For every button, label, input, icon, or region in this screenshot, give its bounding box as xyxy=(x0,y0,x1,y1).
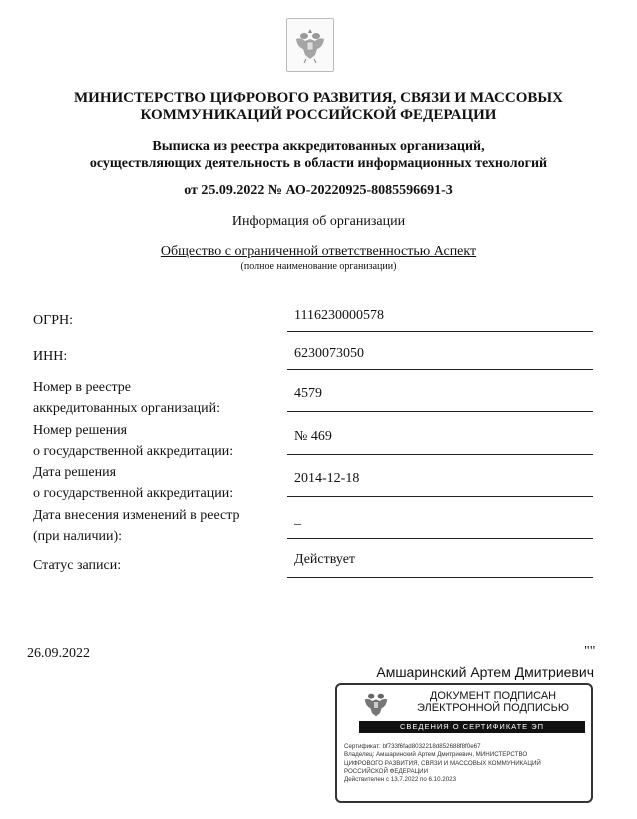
ministry-line-2: КОММУНИКАЦИЙ РОССИЙСКОЙ ФЕДЕРАЦИИ xyxy=(140,107,497,123)
ministry-name xyxy=(0,90,637,124)
certificate-validity: Действителен с 13.7.2022 по 6.10.2023 xyxy=(344,776,457,784)
field-label-status-text: Статус записи: xyxy=(33,558,122,573)
field-label-decision-date-line1: Дата решения xyxy=(33,465,117,480)
document-title xyxy=(0,138,637,172)
certificate-serial: Сертификат: bf733f6fad8032218d852688f8f0e67 xyxy=(344,743,481,750)
field-label-change-date xyxy=(33,505,240,547)
stamp-title-line-1: ДОКУМЕНТ ПОДПИСАН xyxy=(429,690,557,702)
stamp-eagle-icon xyxy=(361,689,391,721)
certificate-owner-line-1: Владелец: Амшаринский Артем Дмитриевич, МИНИСТЕРСТВО xyxy=(344,751,528,759)
certificate-owner-line-3: РОССИЙСКОЙ ФЕДЕРАЦИИ xyxy=(344,767,429,775)
field-label-decision-date-line2: о государственной аккредитации: xyxy=(33,486,234,501)
ministry-line-1: МИНИСТЕРСТВО ЦИФРОВОГО РАЗВИТИЯ, СВЯЗИ И МАССОВЫХ xyxy=(74,90,563,106)
field-label-decision-number-line1: Номер решения xyxy=(33,423,128,438)
field-value-decision-date: 2014-12-18 xyxy=(287,471,593,497)
field-label-decision-date xyxy=(33,462,233,504)
signer-name: Амшаринский Артем Дмитриевич xyxy=(376,664,594,680)
field-label-registry-number-line2: аккредитованных организаций: xyxy=(33,401,220,416)
field-label-ogrn-text: ОГРН: xyxy=(33,313,73,328)
field-label-status xyxy=(33,555,121,576)
electronic-signature-stamp xyxy=(335,683,593,803)
empty-quote-mark: "" xyxy=(584,644,596,659)
stamp-title-line-2: ЭЛЕКТРОННОЙ ПОДПИСЬЮ xyxy=(416,702,570,714)
field-label-change-date-line1: Дата внесения изменений в реестр xyxy=(33,508,240,523)
field-value-status: Действует xyxy=(287,552,593,578)
field-label-decision-number xyxy=(33,420,233,462)
field-label-registry-number xyxy=(33,377,220,419)
title-line-2: осуществляющих деятельность в области информационных технологий xyxy=(89,156,548,171)
document-number: от 25.09.2022 № АО-20220925-8085596691-3 xyxy=(184,183,453,198)
double-headed-eagle-icon xyxy=(293,25,327,65)
field-value-change-date: _ xyxy=(287,512,593,539)
field-value-ogrn: 1116230000578 xyxy=(287,308,593,332)
organization-name: Общество с ограниченной ответственностью Аспект xyxy=(160,244,477,259)
coat-of-arms-emblem xyxy=(286,18,334,72)
certificate-details xyxy=(344,743,588,784)
organization-name-caption: (полное наименование организации) xyxy=(240,261,397,272)
certificate-info-bar: СВЕДЕНИЯ О СЕРТИФИКАТЕ ЭП xyxy=(359,721,585,733)
section-heading: Информация об организации xyxy=(231,214,406,229)
field-value-decision-number: № 469 xyxy=(287,429,593,455)
field-label-decision-number-line2: о государственной аккредитации: xyxy=(33,444,234,459)
field-value-registry-number: 4579 xyxy=(287,386,593,412)
issue-date: 26.09.2022 xyxy=(27,646,90,661)
field-label-change-date-line2: (при наличии): xyxy=(33,529,123,544)
certificate-owner-line-2: ЦИФРОВОГО РАЗВИТИЯ, СВЯЗИ И МАССОВЫХ КОММУНИКАЦИЙ xyxy=(344,759,541,767)
field-label-registry-number-line1: Номер в реестре xyxy=(33,380,132,395)
field-label-inn-text: ИНН: xyxy=(33,349,68,364)
title-line-1: Выписка из реестра аккредитованных организаций, xyxy=(152,139,485,154)
field-label-ogrn xyxy=(33,310,73,331)
stamp-title xyxy=(401,690,585,714)
field-value-inn: 6230073050 xyxy=(287,346,593,370)
field-label-inn xyxy=(33,346,67,367)
